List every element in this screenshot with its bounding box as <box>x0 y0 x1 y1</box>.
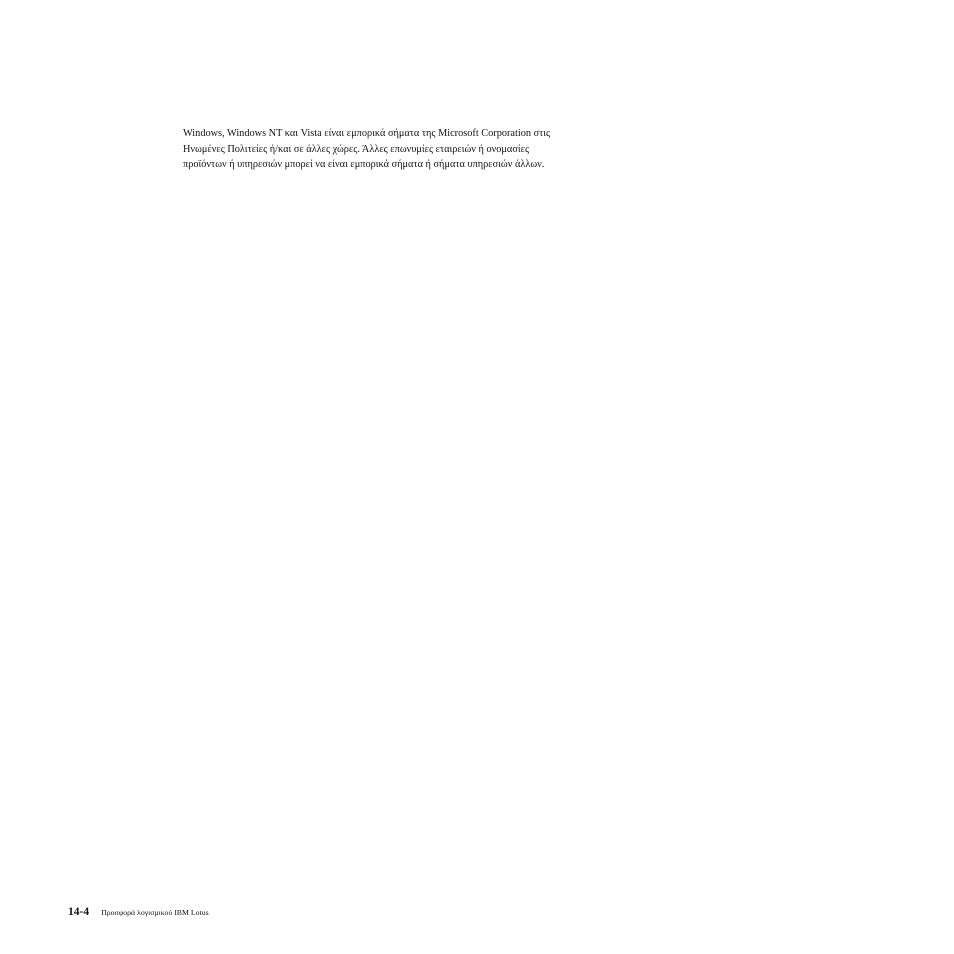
document-title: Προσφορά λογισμικού IBM Lotus <box>101 908 209 917</box>
page-number: 14-4 <box>68 906 90 918</box>
page-footer <box>68 902 209 920</box>
trademark-notice-line: Windows, Windows NT και Vista είναι εμπορικά σήματα της Microsoft Corporation στις <box>183 128 551 139</box>
trademark-notice-line: Ηνωμένες Πολιτείες ή/και σε άλλες χώρες. Άλλες επωνυμίες εταιρειών ή ονομασίες <box>183 143 530 155</box>
trademark-notice <box>183 126 623 173</box>
trademark-notice-line: προϊόντων ή υπηρεσιών μπορεί να είναι εμπορικά σήματα ή σήματα υπηρεσιών άλλων. <box>183 159 545 170</box>
